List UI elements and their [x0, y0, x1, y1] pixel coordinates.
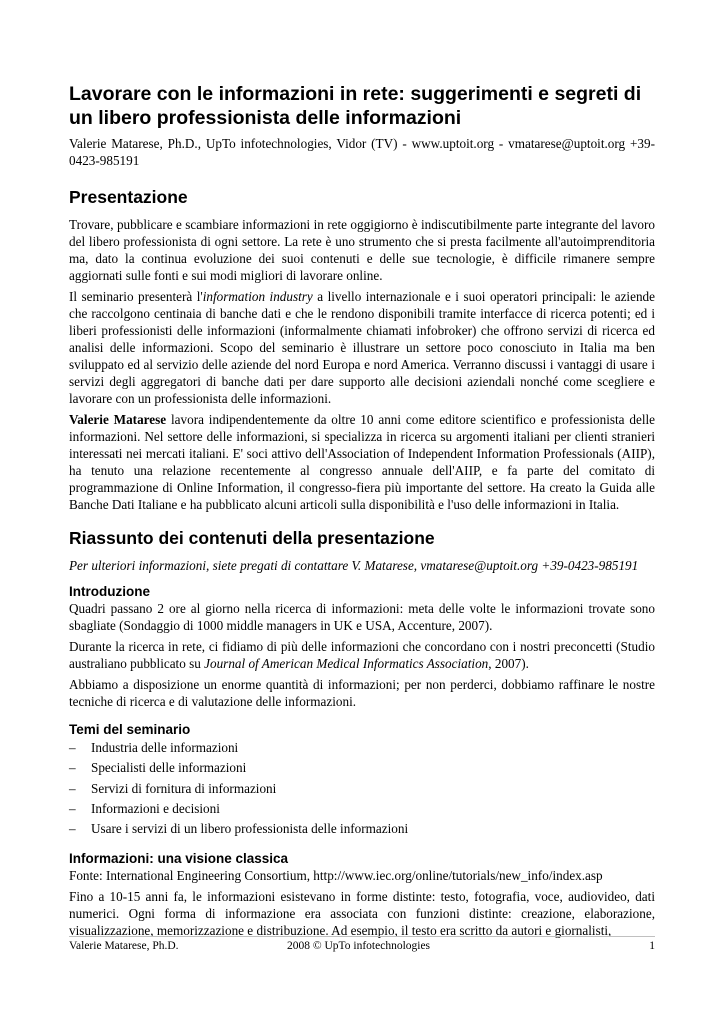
journal-title: Journal of American Medical Informatics Association [204, 656, 489, 671]
dash-bullet: – [69, 821, 76, 837]
section-heading-riassunto: Riassunto dei contenuti della presentazione [69, 528, 435, 548]
document-title: Lavorare con le informazioni in rete: suggerimenti e segreti di un libero professionista delle informazioni [69, 83, 642, 129]
list-item: – Servizi di fornitura di informazioni [69, 779, 655, 799]
italic-term: information industry [202, 289, 313, 304]
presentazione-paragraph-2: Il seminario presenterà l'information industry a livello internazionale e i suoi operatori principali: le aziende che raccolgono centinaia di banche dati e che le rendono disponibili tramite interfacce di ricerca potenti; ed i liberi professionisti delle informazioni (informalmente chiamati infobroker) che offrono servizi di ricerca ed analisi delle informazioni. Scopo del seminario è illustrare un settore poco conosciuto in Italia ma ben sviluppato ed al servizio delle aziende del nord Europa e nord America. Verranno discussi i vantaggi di usare i servizi degli aggregatori di banche dati per dare supporto alle decisioni aziendali nonché come scegliere e lavorare con un professionista delle informazioni. [69, 289, 655, 406]
dash-bullet: – [69, 740, 76, 755]
list-item: – Informazioni e decisioni [69, 799, 655, 819]
subheading-introduzione: Introduzione [69, 584, 150, 599]
page-footer [69, 936, 655, 955]
footer-author: Valerie Matarese, Ph.D. [69, 940, 179, 952]
list-item: – Specialisti delle informazioni [69, 758, 655, 778]
list-item: – Usare i servizi di un libero professionista delle informazioni [69, 819, 655, 839]
introduzione-paragraph-3: Abbiamo a disposizione un enorme quantità di informazioni; per non perderci, dobbiamo raffinare le nostre tecniche di ricerca e di valutazione delle informazioni. [69, 677, 655, 709]
subheading-temi: Temi del seminario [69, 722, 191, 737]
contact-line: Per ulteriori informazioni, siete pregati di contattare V. Matarese, vmatarese@uptoit.org +39-0423-985191 [69, 558, 639, 573]
dash-bullet: – [69, 760, 76, 776]
fonte-line: Fonte: International Engineering Consortium, http://www.iec.org/online/tutorials/new_info/index.asp [69, 868, 603, 884]
dash-bullet: – [69, 780, 76, 796]
introduzione-paragraph-1: Quadri passano 2 ore al giorno nella ricerca di informazioni: meta delle volte le informazioni trovate sono sbagliate (Sondaggio di 1000 middle managers in UK e USA, Accenture, 2007). [69, 601, 655, 633]
introduzione-paragraph-2: Durante la ricerca in rete, ci fidiamo di più delle informazioni che concordano con i nostri preconcetti (Studio australiano pubblicato su Journal of American Medical Informatics Association, 2007). [69, 639, 655, 671]
presentazione-paragraph-1: Trovare, pubblicare e scambiare informazioni in rete oggigiorno è indiscutibilmente parte integrante del lavoro del libero professionista di ogni settore. La rete è uno strumento che si presta facilmente all'autoimprenditoria ma, dato la continua evoluzione dei suoi contenuti e delle sue tecnologie, è difficile rimanere sempre aggiornati sulle fonti e sui modi migliori di lavorare online. [69, 217, 655, 283]
temi-list [69, 738, 655, 839]
section-heading-presentazione: Presentazione [69, 187, 188, 207]
author-line: Valerie Matarese, Ph.D., UpTo infotechnologies, Vidor (TV) - www.uptoit.org - vmatarese@uptoit.org +39-0423-985191 [69, 136, 655, 168]
dash-bullet: – [69, 800, 76, 816]
list-item: – Industria delle informazioni [69, 738, 655, 758]
bold-author-name: Valerie Matarese [69, 412, 167, 427]
footer-copyright: 2008 © UpTo infotechnologies [287, 940, 431, 952]
document-page [69, 82, 655, 943]
visione-paragraph-1: Fino a 10-15 anni fa, le informazioni esistevano in forme distinte: testo, fotografia, voce, audiovideo, dati numerici. Ogni forma di informazione era associata con funzioni distinte: creazione, elaborazione, visualizzazione, memorizzazione e distribuzione. Ad esempio, il testo era scritto da autori e giornalisti, [69, 889, 655, 939]
subheading-visione: Informazioni: una visione classica [69, 851, 289, 867]
presentazione-paragraph-3: Valerie Matarese lavora indipendentemente da oltre 10 anni come editore scientifico e professionista delle informazioni. Nel settore delle informazioni, si specializza in ricerca su argomenti italiani per clienti stranieri interessati nei mercati italiani. E' soci attivo dell'Association of Independent Information Professionals (AIIP), ha tenuto una relazione recentemente al congresso annuale dell'AIIP, e fa parte del comitato di programmazione di Online Information, il congresso-fiera più importante del settore. Ha creato la Guida alle Banche Dati Italiane e ha pubblicato alcuni articoli sulla disponibilità e l'uso delle informazioni in Italia. [69, 412, 656, 512]
page-number: 1 [649, 940, 655, 952]
